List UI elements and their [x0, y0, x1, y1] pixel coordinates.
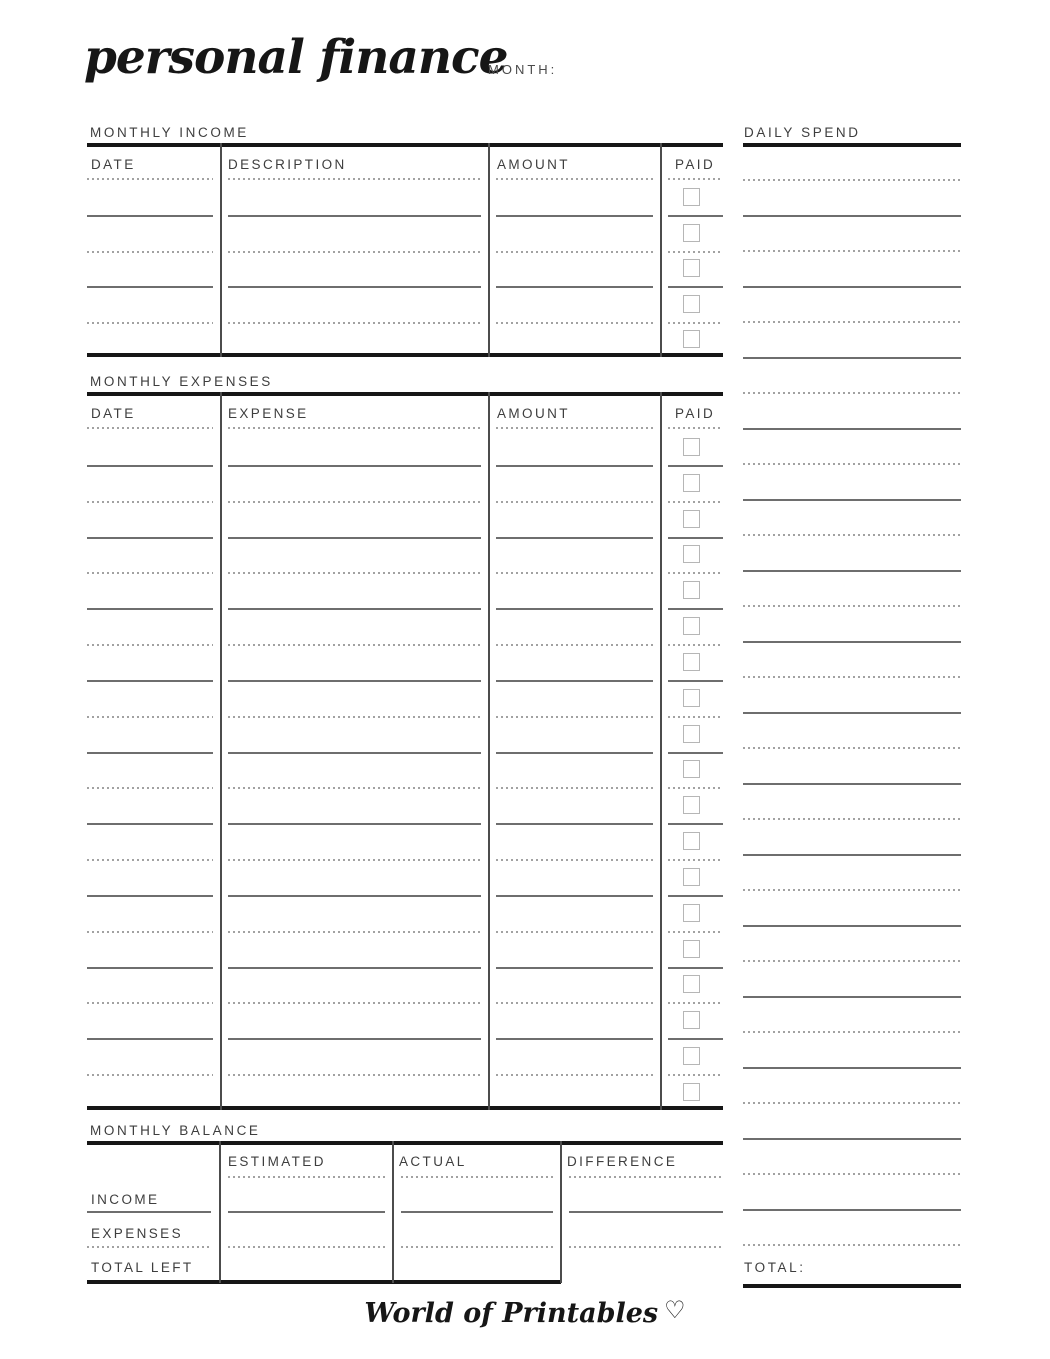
row-line: [228, 251, 481, 253]
column-header-paid: PAID: [675, 406, 716, 421]
header-underline: [228, 178, 481, 180]
writing-line: [743, 889, 961, 891]
row-line: [496, 215, 653, 217]
row-line: [228, 1038, 481, 1040]
paid-checkbox[interactable]: [683, 760, 700, 778]
balance-bottom-border: [87, 1280, 561, 1284]
writing-line: [743, 357, 961, 359]
writing-line: [743, 1173, 961, 1175]
writing-line: [743, 499, 961, 501]
paid-checkbox[interactable]: [683, 1047, 700, 1065]
header-underline: [228, 1176, 385, 1178]
row-line: [228, 716, 481, 718]
writing-line: [743, 925, 961, 927]
column-divider: [660, 392, 662, 1110]
header-underline: [496, 178, 653, 180]
column-header-expense: EXPENSE: [228, 406, 309, 421]
row-line: [668, 572, 723, 574]
paid-checkbox[interactable]: [683, 796, 700, 814]
paid-checkbox[interactable]: [683, 904, 700, 922]
row-line: [668, 895, 723, 897]
header-underline: [87, 178, 213, 180]
row-line: [87, 1074, 213, 1076]
row-line: [668, 859, 723, 861]
paid-checkbox[interactable]: [683, 975, 700, 993]
row-line: [496, 895, 653, 897]
row-line: [401, 1211, 553, 1213]
row-line: [668, 251, 723, 253]
paid-checkbox[interactable]: [683, 295, 700, 313]
row-line: [228, 752, 481, 754]
row-line: [496, 859, 653, 861]
writing-line: [743, 286, 961, 288]
writing-line: [743, 712, 961, 714]
income-heading: MONTHLY INCOME: [90, 125, 249, 140]
writing-line: [743, 321, 961, 323]
row-line: [87, 322, 213, 324]
row-line: [496, 286, 653, 288]
writing-line: [743, 179, 961, 181]
writing-line: [743, 463, 961, 465]
column-divider: [220, 143, 222, 357]
row-line: [228, 1074, 481, 1076]
column-divider: [488, 392, 490, 1110]
balance-heading: MONTHLY BALANCE: [90, 1123, 261, 1138]
column-header-description: DESCRIPTION: [228, 157, 347, 172]
row-line: [228, 895, 481, 897]
writing-line: [743, 392, 961, 394]
row-line: [496, 967, 653, 969]
row-line: [87, 1002, 213, 1004]
writing-line: [743, 1031, 961, 1033]
row-line: [87, 644, 213, 646]
row-line: [496, 680, 653, 682]
row-line: [87, 752, 213, 754]
row-line: [228, 465, 481, 467]
writing-line: [743, 605, 961, 607]
row-line: [668, 823, 723, 825]
header-underline: [401, 1176, 553, 1178]
row-line: [496, 572, 653, 574]
column-divider: [219, 1141, 221, 1283]
heart-icon: ♡: [664, 1296, 686, 1324]
balance-header-actual: ACTUAL: [399, 1154, 467, 1169]
row-line: [228, 1211, 385, 1213]
row-line: [668, 1038, 723, 1040]
balance-row-expenses: EXPENSES: [91, 1226, 183, 1241]
table-bottom-border: [87, 353, 723, 357]
row-line: [496, 322, 653, 324]
row-line: [569, 1246, 723, 1248]
row-line: [87, 501, 213, 503]
row-line: [228, 680, 481, 682]
row-line: [496, 537, 653, 539]
row-line: [228, 644, 481, 646]
row-line: [496, 1002, 653, 1004]
header-underline: [87, 427, 213, 429]
row-line: [87, 215, 213, 217]
row-line: [87, 572, 213, 574]
row-line: [228, 537, 481, 539]
row-line: [496, 931, 653, 933]
row-line: [228, 787, 481, 789]
writing-line: [743, 1102, 961, 1104]
row-line: [668, 286, 723, 288]
writing-line: [743, 676, 961, 678]
column-header-amount: AMOUNT: [497, 157, 570, 172]
row-line: [228, 859, 481, 861]
paid-checkbox[interactable]: [683, 653, 700, 671]
paid-checkbox[interactable]: [683, 1083, 700, 1101]
income-table: [87, 143, 723, 357]
row-line: [569, 1211, 723, 1213]
footer-logo: [0, 1296, 1050, 1329]
header-underline: [668, 427, 723, 429]
column-header-paid: PAID: [675, 157, 716, 172]
row-line: [87, 286, 213, 288]
balance-top-border: [87, 1141, 723, 1145]
row-line: [228, 501, 481, 503]
row-line: [496, 644, 653, 646]
writing-line: [743, 250, 961, 252]
row-line: [668, 608, 723, 610]
row-line: [668, 1002, 723, 1004]
table-top-border: [87, 392, 723, 396]
paid-checkbox[interactable]: [683, 545, 700, 563]
row-line: [668, 644, 723, 646]
column-header-date: DATE: [91, 157, 136, 172]
daily-spend-panel: [743, 143, 961, 1253]
daily-top-border: [743, 143, 961, 147]
daily-total-line: [743, 1284, 961, 1288]
row-line: [87, 1038, 213, 1040]
row-line: [228, 572, 481, 574]
row-line: [87, 716, 213, 718]
writing-line: [743, 215, 961, 217]
row-line: [496, 465, 653, 467]
row-line: [228, 823, 481, 825]
column-divider: [220, 392, 222, 1110]
writing-line: [743, 818, 961, 820]
writing-line: [743, 1244, 961, 1246]
daily-spend-heading: DAILY SPEND: [744, 125, 861, 140]
row-line: [228, 1246, 385, 1248]
expenses-table: [87, 392, 723, 1110]
paid-checkbox[interactable]: [683, 510, 700, 528]
writing-line: [743, 960, 961, 962]
row-line: [496, 1074, 653, 1076]
paid-checkbox[interactable]: [683, 725, 700, 743]
paid-checkbox[interactable]: [683, 330, 700, 348]
daily-total-label: TOTAL:: [744, 1260, 806, 1275]
row-line: [668, 680, 723, 682]
row-line: [401, 1246, 553, 1248]
paid-checkbox[interactable]: [683, 474, 700, 492]
paid-checkbox[interactable]: [683, 259, 700, 277]
row-line: [668, 322, 723, 324]
row-line: [668, 967, 723, 969]
row-line: [87, 465, 213, 467]
row-line: [668, 1074, 723, 1076]
table-top-border: [87, 143, 723, 147]
paid-checkbox[interactable]: [683, 832, 700, 850]
row-line: [228, 286, 481, 288]
column-divider: [488, 143, 490, 357]
month-label: MONTH:: [488, 62, 558, 77]
writing-line: [743, 854, 961, 856]
row-line: [87, 859, 213, 861]
row-line: [496, 608, 653, 610]
row-line: [228, 608, 481, 610]
row-line: [496, 501, 653, 503]
row-line: [668, 787, 723, 789]
row-line: [496, 716, 653, 718]
row-line: [496, 1038, 653, 1040]
row-line: [668, 716, 723, 718]
row-line: [668, 215, 723, 217]
row-line: [87, 680, 213, 682]
header-underline: [668, 178, 723, 180]
page-title: personal finance: [84, 30, 508, 85]
row-line: [87, 608, 213, 610]
writing-line: [743, 1209, 961, 1211]
paid-checkbox[interactable]: [683, 438, 700, 456]
row-line: [87, 251, 213, 253]
row-line: [87, 895, 213, 897]
row-line: [668, 465, 723, 467]
column-header-amount: AMOUNT: [497, 406, 570, 421]
paid-checkbox[interactable]: [683, 689, 700, 707]
row-line: [87, 1246, 211, 1248]
writing-line: [743, 747, 961, 749]
row-line: [668, 931, 723, 933]
paid-checkbox[interactable]: [683, 1011, 700, 1029]
writing-line: [743, 570, 961, 572]
row-line: [496, 823, 653, 825]
column-header-date: DATE: [91, 406, 136, 421]
row-line: [87, 537, 213, 539]
row-line: [87, 823, 213, 825]
balance-header-difference: DIFFERENCE: [567, 1154, 678, 1169]
row-line: [668, 752, 723, 754]
writing-line: [743, 641, 961, 643]
paid-checkbox[interactable]: [683, 224, 700, 242]
paid-checkbox[interactable]: [683, 940, 700, 958]
balance-table: [87, 1141, 723, 1283]
row-line: [87, 787, 213, 789]
row-line: [668, 501, 723, 503]
balance-row-income: INCOME: [91, 1192, 160, 1207]
row-line: [87, 1211, 211, 1213]
row-line: [496, 787, 653, 789]
header-underline: [496, 427, 653, 429]
balance-row-total-left: TOTAL LEFT: [91, 1260, 194, 1275]
writing-line: [743, 428, 961, 430]
writing-line: [743, 1067, 961, 1069]
row-line: [228, 931, 481, 933]
paid-checkbox[interactable]: [683, 581, 700, 599]
row-line: [228, 215, 481, 217]
row-line: [87, 931, 213, 933]
paid-checkbox[interactable]: [683, 868, 700, 886]
row-line: [87, 967, 213, 969]
header-underline: [228, 427, 481, 429]
row-line: [228, 967, 481, 969]
paid-checkbox[interactable]: [683, 617, 700, 635]
column-divider: [560, 1141, 562, 1283]
row-line: [228, 1002, 481, 1004]
paid-checkbox[interactable]: [683, 188, 700, 206]
writing-line: [743, 534, 961, 536]
table-bottom-border: [87, 1106, 723, 1110]
row-line: [496, 251, 653, 253]
header-underline: [569, 1176, 723, 1178]
writing-line: [743, 1138, 961, 1140]
balance-header-estimated: ESTIMATED: [228, 1154, 326, 1169]
column-divider: [660, 143, 662, 357]
row-line: [228, 322, 481, 324]
row-line: [496, 752, 653, 754]
column-divider: [392, 1141, 394, 1283]
row-line: [668, 537, 723, 539]
expenses-heading: MONTHLY EXPENSES: [90, 374, 273, 389]
writing-line: [743, 996, 961, 998]
brand-name: World of Printables: [364, 1298, 659, 1329]
writing-line: [743, 783, 961, 785]
